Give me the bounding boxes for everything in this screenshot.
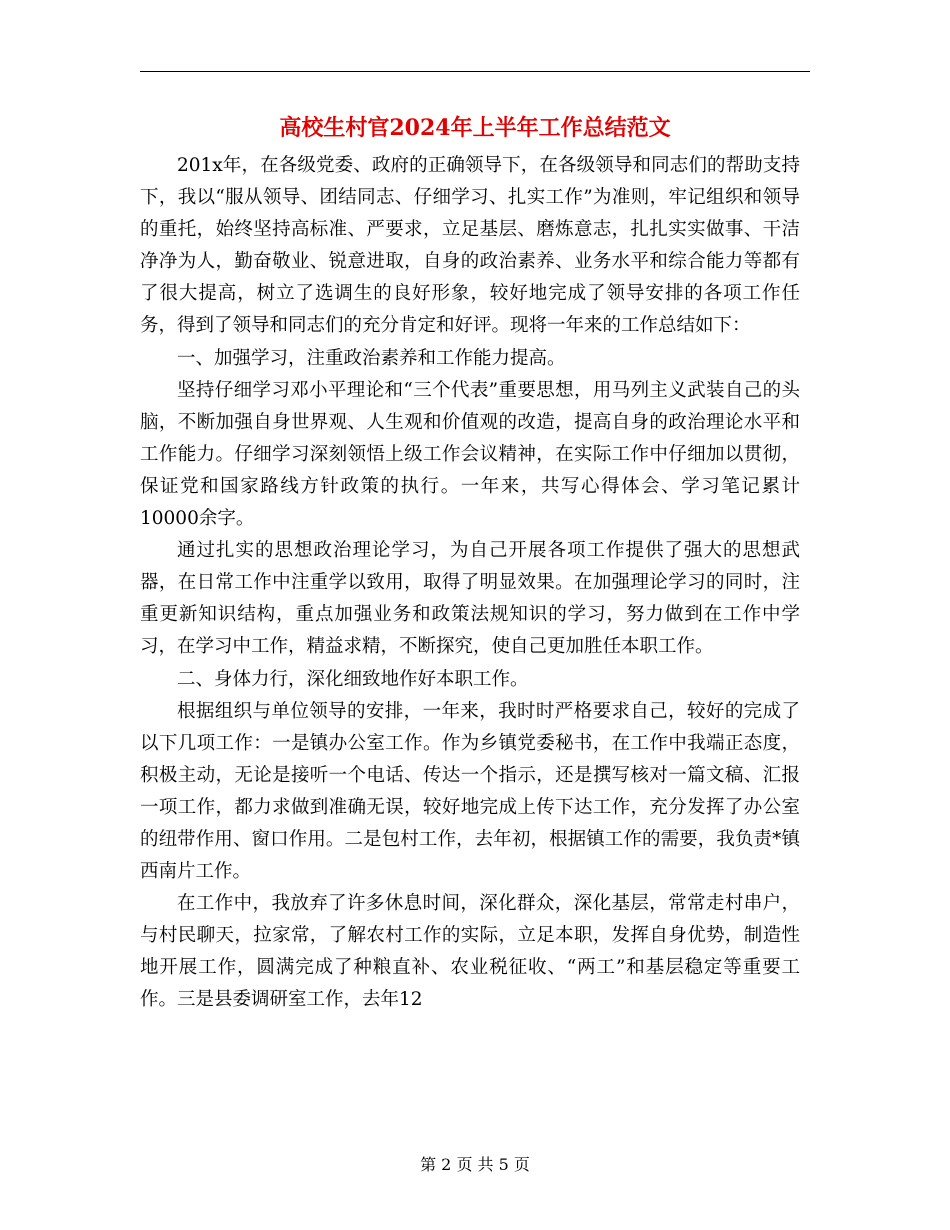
paragraph-intro: 201x年，在各级党委、政府的正确领导下，在各级领导和同志们的帮助支持下，我以“服从领导、团结同志、仔细学习、扎实工作”为准则，牢记组织和领导的重托，始终坚持高标准、严要求，立足基层、磨炼意志，扎扎实实做事、干洁净净为人，勤奋敬业、锐意进取，自身的政治素养、业务水平和综合能力等都有了很大提高，树立了选调生的良好形象，较好地完成了领导安排的各项工作任务，得到了领导和同志们的充分肯定和好评。现将一年来的工作总结如下： xyxy=(140,155,800,337)
header-rule xyxy=(140,71,810,72)
document-body xyxy=(140,150,800,1017)
section-heading-2: 二、身体力行，深化细致地作好本职工作。 xyxy=(177,668,529,690)
section-heading-1: 一、加强学习，注重政治素养和工作能力提高。 xyxy=(177,347,566,369)
document-title: 高校生村官2024年上半年工作总结范文 xyxy=(279,115,671,141)
page-number-footer: 第 2 页 共 5 页 xyxy=(420,1155,530,1174)
paragraph-study: 坚持仔细学习邓小平理论和“三个代表”重要思想，用马列主义武装自己的头脑，不断加强自身世界观、人生观和价值观的改造，提高自身的政治理论水平和工作能力。仔细学习深刻领悟上级工作会议精神，在实际工作中仔细加以贯彻，保证党和国家路线方针政策的执行。一年来，共写心得体会、学习笔记累计10000余字。 xyxy=(140,379,800,530)
paragraph-duties: 根据组织与单位领导的安排，一年来，我时时严格要求自己，较好的完成了以下几项工作：一是镇办公室工作。作为乡镇党委秘书，在工作中我端正态度，积极主动，无论是接听一个电话、传达一个指示，还是撰写核对一篇文稿、汇报一项工作，都力求做到准确无误，较好地完成上传下达工作，充分发挥了办公室的纽带作用、窗口作用。二是包村工作，去年初，根据镇工作的需要，我负责*镇西南片工作。 xyxy=(140,700,800,883)
paragraph-theory: 通过扎实的思想政治理论学习，为自己开展各项工作提供了强大的思想武器，在日常工作中注重学以致用，取得了明显效果。在加强理论学习的同时，注重更新知识结构，重点加强业务和政策法规知识的学习，努力做到在工作中学习，在学习中工作，精益求精，不断探究，使自己更加胜任本职工作。 xyxy=(140,540,800,658)
paragraph-village-work: 在工作中，我放弃了许多休息时间，深化群众，深化基层，常常走村串户，与村民聊天，拉家常，了解农村工作的实际，立足本职，发挥自身优势，制造性地开展工作，圆满完成了种粮直补、农业税征收、“两工”和基层稳定等重要工作。三是县委调研室工作，去年12 xyxy=(140,893,800,1011)
